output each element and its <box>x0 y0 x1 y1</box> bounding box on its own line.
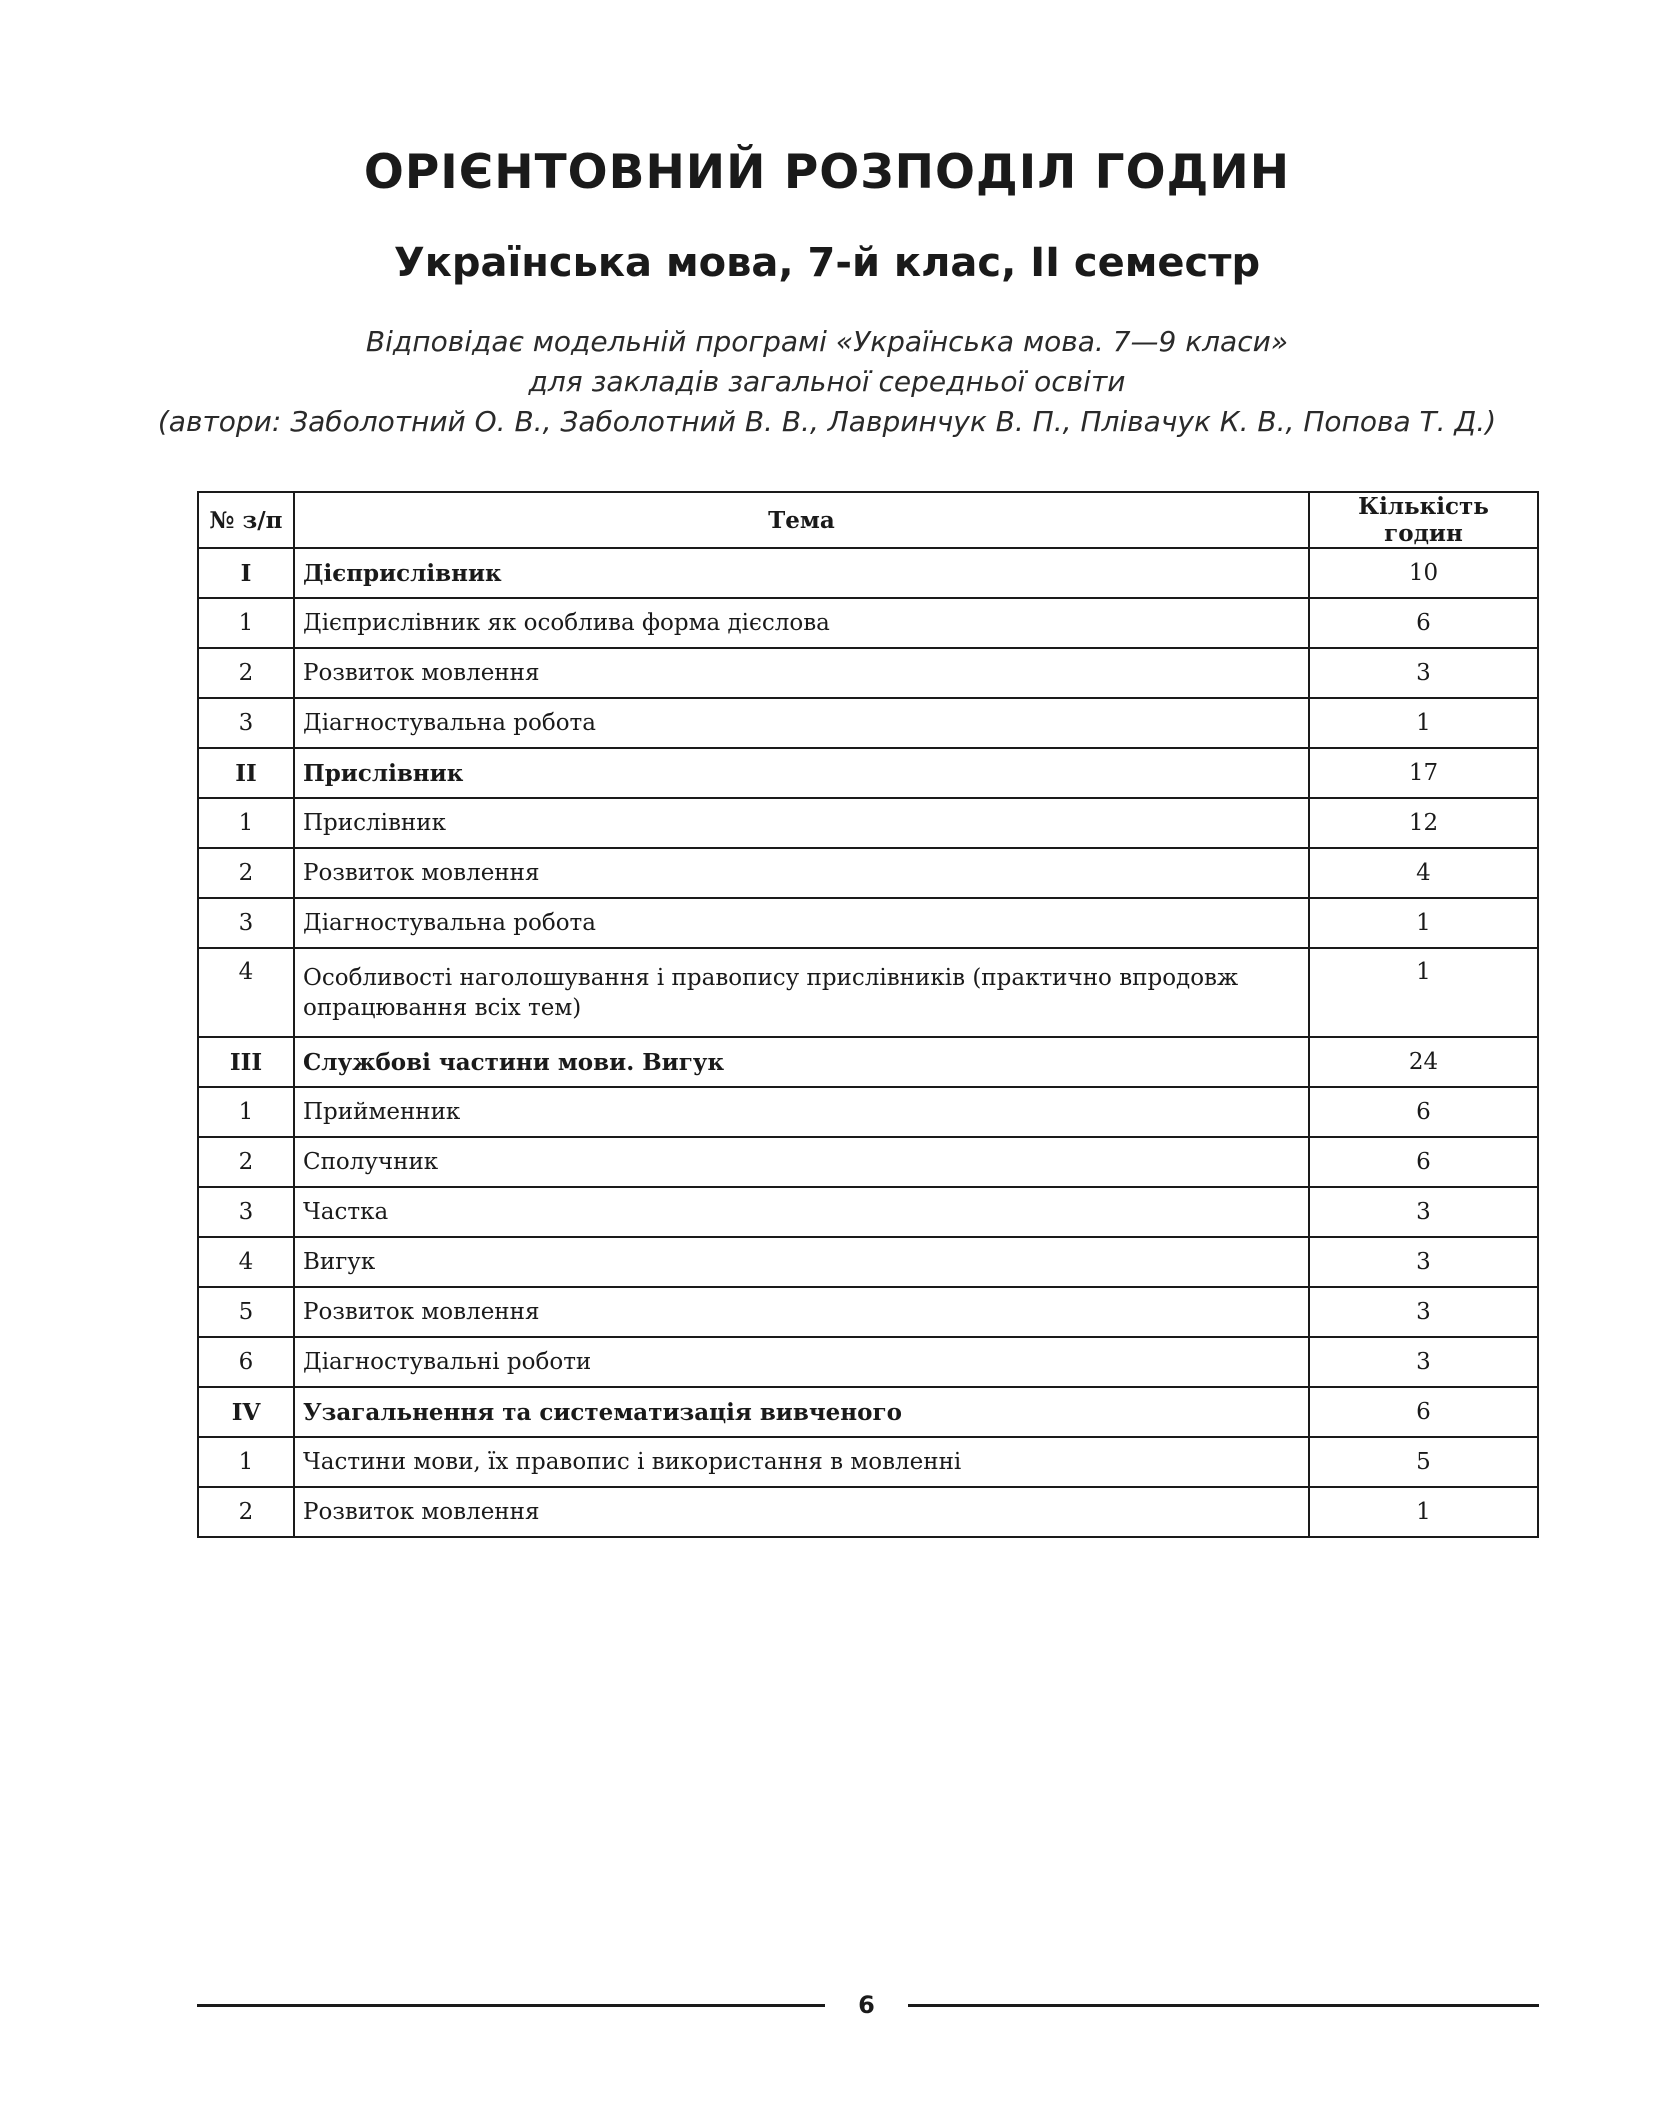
table-header-row <box>198 492 1538 548</box>
cell-num: IV <box>198 1387 294 1437</box>
cell-topic: Дієприслівник <box>294 548 1309 598</box>
table-row <box>198 1137 1538 1187</box>
cell-num: 6 <box>198 1337 294 1387</box>
table-row <box>198 848 1538 898</box>
cell-hours: 3 <box>1309 1337 1538 1387</box>
cell-topic: Діагностувальна робота <box>294 898 1309 948</box>
program-note <box>0 322 1654 442</box>
cell-hours: 6 <box>1309 1137 1538 1187</box>
table-row-section <box>198 748 1538 798</box>
table-row-section <box>198 1387 1538 1437</box>
cell-num: 1 <box>198 1437 294 1487</box>
footer-rule-left <box>197 2004 825 2007</box>
cell-hours: 17 <box>1309 748 1538 798</box>
cell-topic: Дієприслівник як особлива форма дієслова <box>294 598 1309 648</box>
cell-topic: Прислівник <box>294 798 1309 848</box>
cell-hours: 10 <box>1309 548 1538 598</box>
cell-topic: Службові частини мови. Вигук <box>294 1037 1309 1087</box>
table-row <box>198 698 1538 748</box>
header-topic: Тема <box>294 492 1309 548</box>
cell-hours: 3 <box>1309 1287 1538 1337</box>
program-note-line: для закладів загальної середньої освіти <box>528 365 1126 398</box>
cell-num: 3 <box>198 898 294 948</box>
cell-num: 3 <box>198 1187 294 1237</box>
table-row <box>198 1487 1538 1537</box>
cell-num: 1 <box>198 598 294 648</box>
cell-topic: Розвиток мовлення <box>294 1487 1309 1537</box>
cell-hours: 4 <box>1309 848 1538 898</box>
header-hours: Кількість годин <box>1309 492 1538 548</box>
cell-topic: Розвиток мовлення <box>294 1287 1309 1337</box>
program-note-line: (автори: Заболотний О. В., Заболотний В. В., Лавринчук В. П., Плівачук К. В., Попова Т. Д.) <box>157 405 1497 438</box>
cell-hours: 1 <box>1309 1487 1538 1537</box>
table-row <box>198 1337 1538 1387</box>
page-number: 6 <box>858 1991 875 2019</box>
cell-hours: 1 <box>1309 698 1538 748</box>
cell-topic: Особливості наголошування і правопису прислівників (практично впродовж опрацювання всіх тем) <box>294 948 1309 1037</box>
cell-num: 2 <box>198 648 294 698</box>
cell-hours: 3 <box>1309 648 1538 698</box>
cell-topic: Частка <box>294 1187 1309 1237</box>
cell-hours: 3 <box>1309 1187 1538 1237</box>
cell-topic: Прислівник <box>294 748 1309 798</box>
header-num: № з/п <box>198 492 294 548</box>
cell-num: ІІ <box>198 748 294 798</box>
cell-hours: 6 <box>1309 1387 1538 1437</box>
cell-hours: 24 <box>1309 1037 1538 1087</box>
table-row-section <box>198 1037 1538 1087</box>
cell-num: 1 <box>198 798 294 848</box>
hours-table <box>197 491 1539 1538</box>
table-row-section <box>198 548 1538 598</box>
cell-num: ІІІ <box>198 1037 294 1087</box>
cell-topic: Узагальнення та систематизація вивченого <box>294 1387 1309 1437</box>
cell-topic: Розвиток мовлення <box>294 848 1309 898</box>
table-row <box>198 948 1538 1037</box>
cell-hours: 5 <box>1309 1437 1538 1487</box>
program-note-line: Відповідає модельній програмі «Українська мова. 7—9 класи» <box>365 325 1289 358</box>
cell-num: 1 <box>198 1087 294 1137</box>
cell-num: І <box>198 548 294 598</box>
table-row <box>198 898 1538 948</box>
cell-hours: 6 <box>1309 1087 1538 1137</box>
page-subtitle: Українська мова, 7-й клас, ІІ семестр <box>393 240 1261 286</box>
cell-hours: 1 <box>1309 898 1538 948</box>
table-row <box>198 648 1538 698</box>
cell-topic: Частини мови, їх правопис і використання в мовленні <box>294 1437 1309 1487</box>
table-row <box>198 1237 1538 1287</box>
cell-num: 2 <box>198 848 294 898</box>
footer-rule-right <box>908 2004 1539 2007</box>
cell-hours: 12 <box>1309 798 1538 848</box>
cell-num: 5 <box>198 1287 294 1337</box>
cell-topic: Сполучник <box>294 1137 1309 1187</box>
table-row <box>198 598 1538 648</box>
cell-hours: 3 <box>1309 1237 1538 1287</box>
table-row <box>198 1087 1538 1137</box>
cell-topic: Прийменник <box>294 1087 1309 1137</box>
cell-num: 2 <box>198 1487 294 1537</box>
cell-topic: Діагностувальна робота <box>294 698 1309 748</box>
cell-topic: Розвиток мовлення <box>294 648 1309 698</box>
table-row <box>198 1187 1538 1237</box>
cell-hours: 6 <box>1309 598 1538 648</box>
cell-hours: 1 <box>1309 948 1538 1037</box>
cell-num: 4 <box>198 1237 294 1287</box>
cell-num: 4 <box>198 948 294 1037</box>
page-title: ОРІЄНТОВНИЙ РОЗПОДІЛ ГОДИН <box>363 145 1291 200</box>
table-row <box>198 798 1538 848</box>
page-footer <box>197 1990 1539 2020</box>
cell-num: 2 <box>198 1137 294 1187</box>
cell-num: 3 <box>198 698 294 748</box>
table-row <box>198 1437 1538 1487</box>
cell-topic: Діагностувальні роботи <box>294 1337 1309 1387</box>
cell-topic: Вигук <box>294 1237 1309 1287</box>
table-row <box>198 1287 1538 1337</box>
